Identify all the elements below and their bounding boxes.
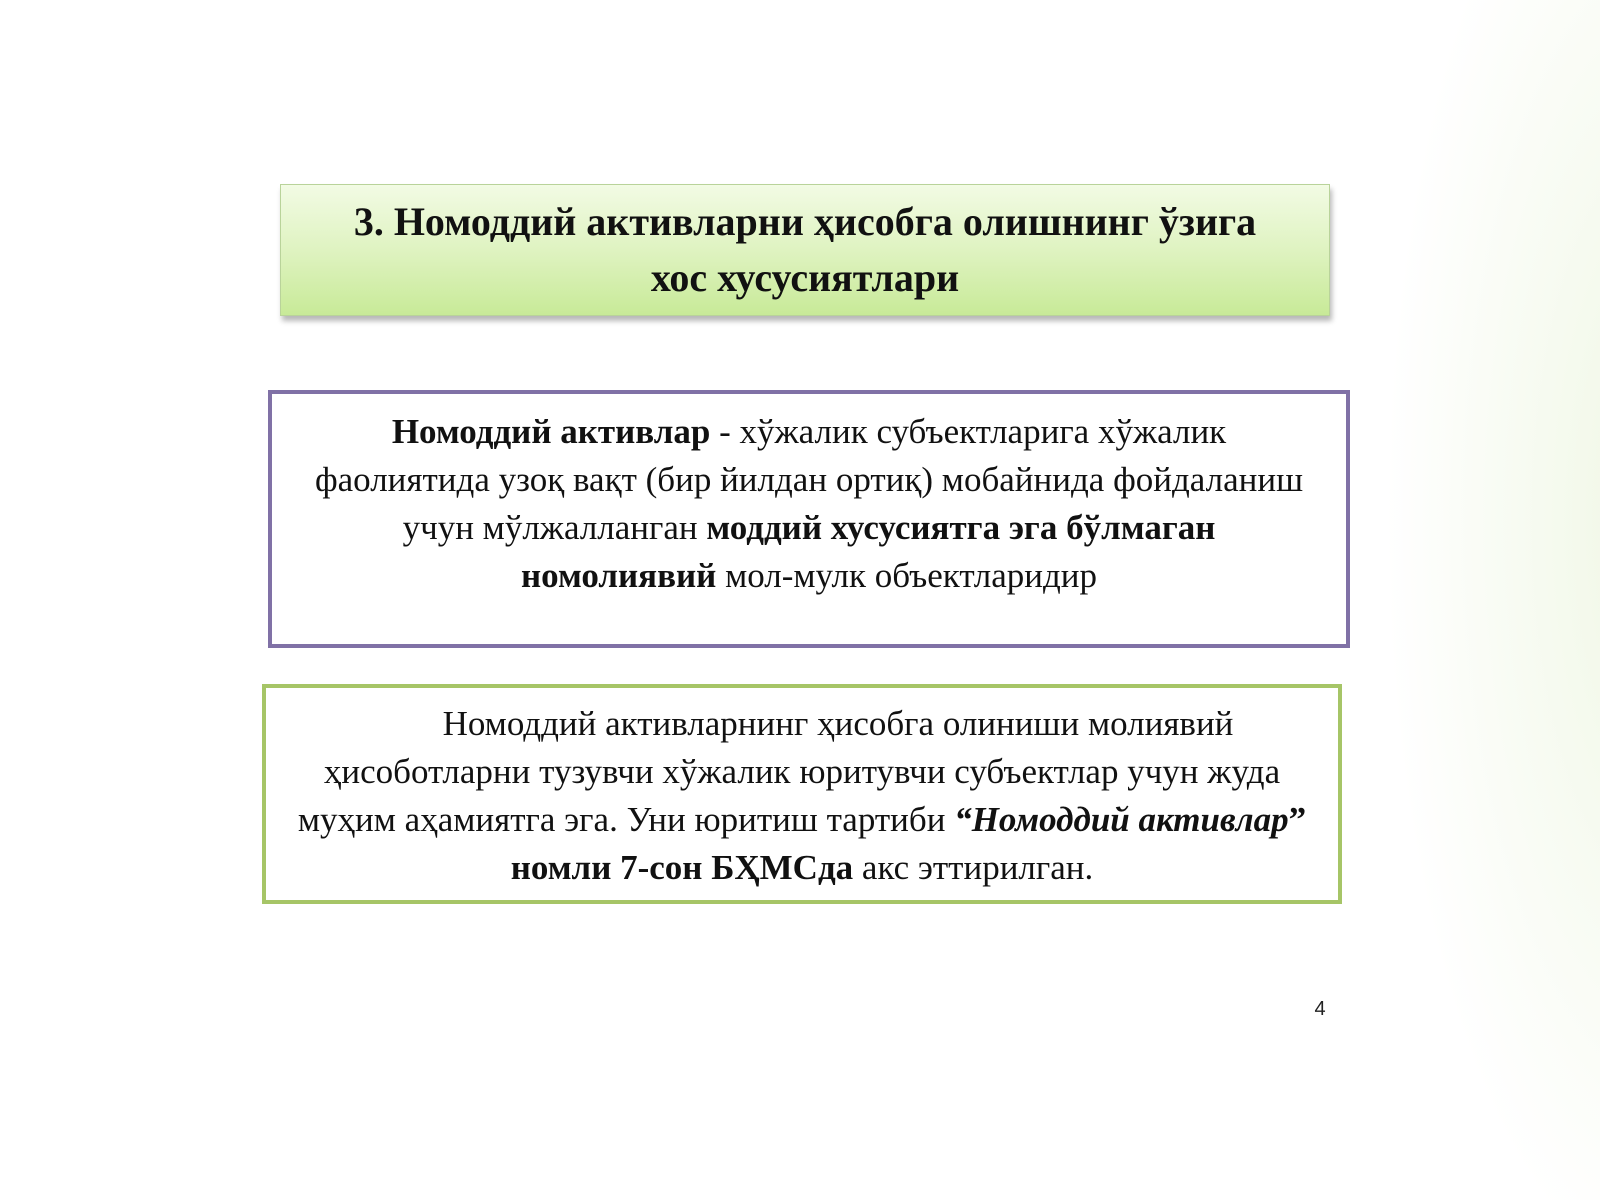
definition-emphasis: моддий хусусиятга эга бўлмаган номолиявий — [520, 508, 1216, 595]
note-text-2: акс эттирилган. — [853, 848, 1094, 887]
definition-text-1: - хўжалик субъектларига хўжалик фаолиятида узоқ вақт (бир йилдан ортиқ) мобайнида фойдаланиш учун мўлжалланган — [314, 412, 1304, 547]
standard-reference: номли 7-сон БҲМСда — [510, 848, 854, 887]
slide-title: 3. Номоддий активларни ҳисобга олишнинг ўзига хос хусусиятлари — [353, 199, 1257, 300]
definition-box — [268, 390, 1350, 648]
title-box — [280, 184, 1330, 316]
standard-name: Номоддий активлар — [971, 800, 1289, 839]
note-box — [262, 684, 1342, 904]
note-text-1: Номоддий активларнинг ҳисобга олиниши молиявий ҳисоботларни тузувчи хўжалик юритувчи субъектлар учун жуда муҳим аҳамиятга эга. Уни юритиш тартиби — [297, 704, 1281, 839]
page-number: 4 — [1314, 998, 1326, 1020]
definition-paragraph — [302, 408, 1316, 600]
quote-open: “ — [954, 800, 972, 839]
quote-close: ” — [1288, 800, 1307, 839]
note-paragraph — [280, 700, 1324, 892]
definition-text-2: мол-мулк объектларидир — [716, 556, 1098, 595]
definition-term: Номоддий активлар — [391, 412, 711, 451]
